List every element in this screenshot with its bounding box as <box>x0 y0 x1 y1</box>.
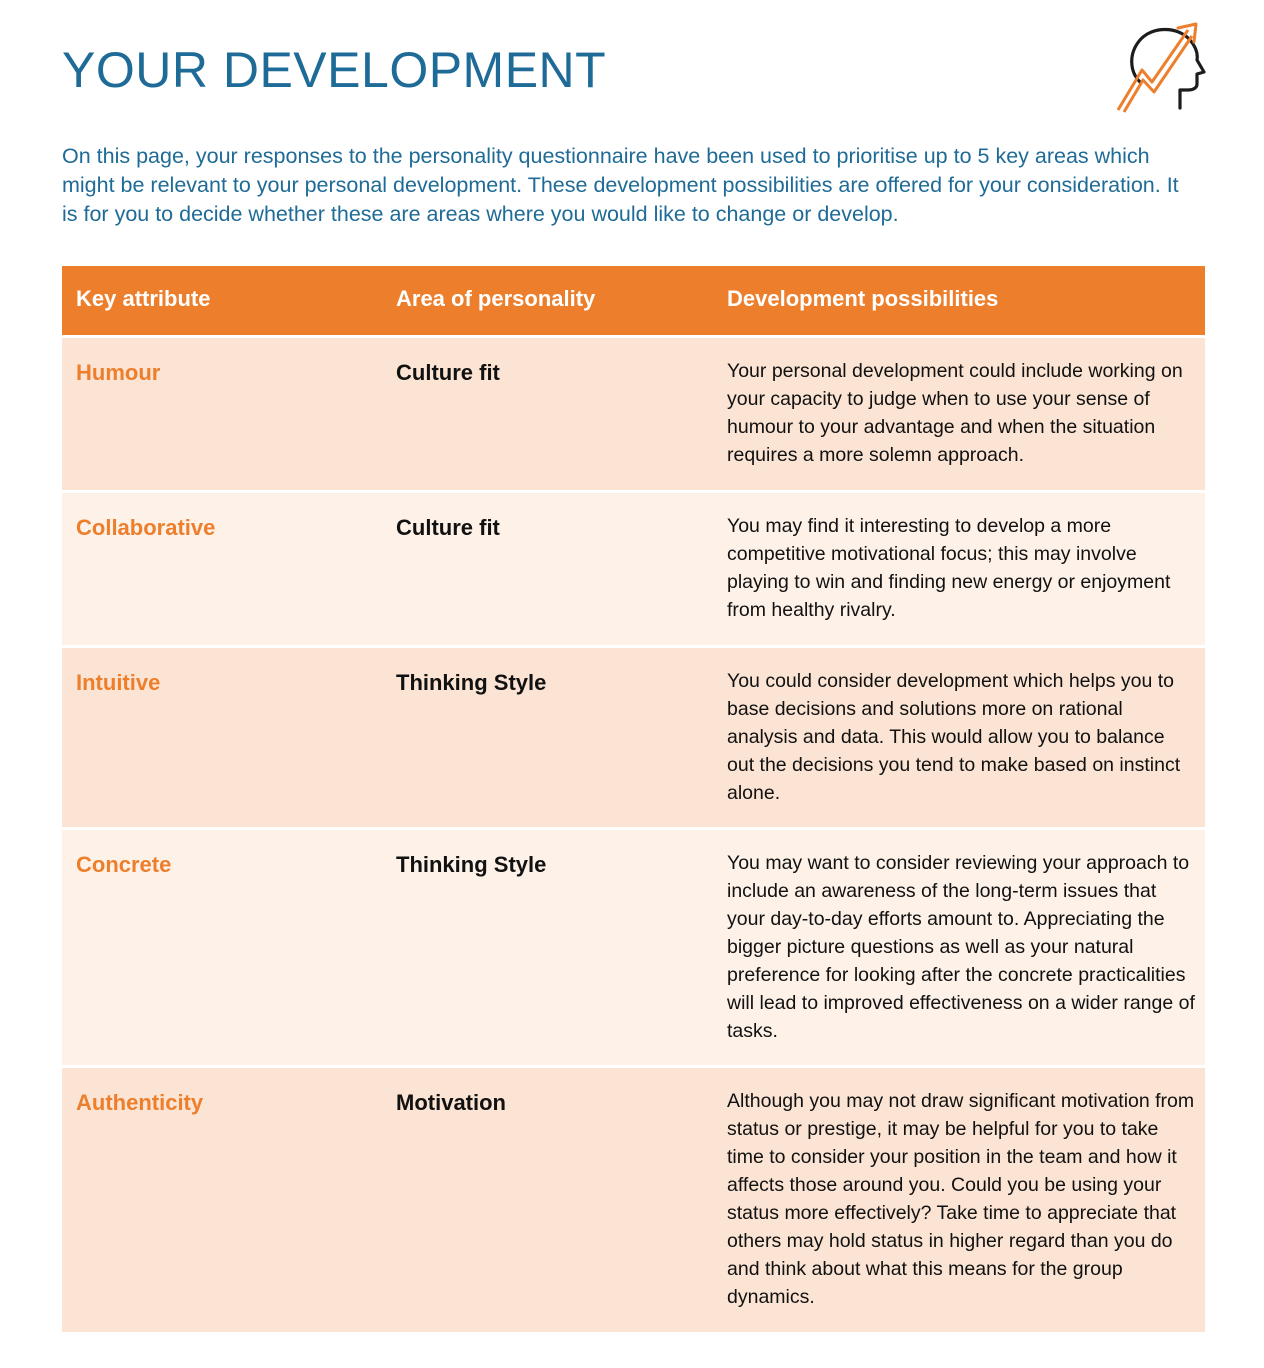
key-attribute-cell: Authenticity <box>76 1090 204 1115</box>
header-development-possibilities: Development possibilities <box>727 286 999 311</box>
area-cell: Thinking Style <box>396 852 547 877</box>
area-cell: Culture fit <box>396 515 500 540</box>
table-row <box>62 830 1205 1065</box>
area-cell: Culture fit <box>396 360 500 385</box>
development-cell: You could consider development which helps you to base decisions and solutions more on rational analysis and data. This would allow you to balance out the decisions you tend to make based on instinct alone. <box>727 670 1181 804</box>
key-attribute-cell: Collaborative <box>76 515 216 540</box>
development-cell: You may want to consider reviewing your approach to include an awareness of the long-term issues that your day-to-day efforts amount to. Appreciating the bigger picture questions as well as your natural preference for looking after the concrete practicalities will lead to improved effectiveness on a wider range of tasks. <box>727 852 1195 1042</box>
header-area-of-personality: Area of personality <box>396 286 596 311</box>
development-cell: You may find it interesting to develop a more competitive motivational focus; this may involve playing to win and finding new energy or enjoyment from healthy rivalry. <box>727 515 1171 621</box>
area-cell: Thinking Style <box>396 670 547 695</box>
area-cell: Motivation <box>396 1090 506 1115</box>
key-attribute-cell: Concrete <box>76 852 172 877</box>
table-header-row <box>62 266 1205 335</box>
development-table <box>62 266 1205 1332</box>
table-row <box>62 493 1205 645</box>
key-attribute-cell: Humour <box>76 360 161 385</box>
development-cell: Although you may not draw significant motivation from status or prestige, it may be helpful for you to take time to consider your position in the team and how it affects those around you. Could you be using your status more effectively? Take time to appreciate that others may hold status in higher regard than you do and think about what this means for the group dynamics. <box>727 1090 1195 1308</box>
page-title: YOUR DEVELOPMENT <box>62 42 607 98</box>
table-row <box>62 1068 1205 1332</box>
head-growth-arrow-icon <box>1112 20 1208 116</box>
intro-paragraph: On this page, your responses to the personality questionnaire have been used to prioritise up to 5 key areas which might be relevant to your personal development. These development possibilities are offered for your consideration. It is for you to decide whether these are areas where you would like to change or develop. <box>62 144 1179 226</box>
table-row <box>62 648 1205 827</box>
development-cell: Your personal development could include working on your capacity to judge when to use your sense of humour to your advantage and when the situation requires a more solemn approach. <box>727 360 1183 466</box>
table-row <box>62 338 1205 490</box>
header-key-attribute: Key attribute <box>76 286 211 311</box>
key-attribute-cell: Intuitive <box>76 670 161 695</box>
